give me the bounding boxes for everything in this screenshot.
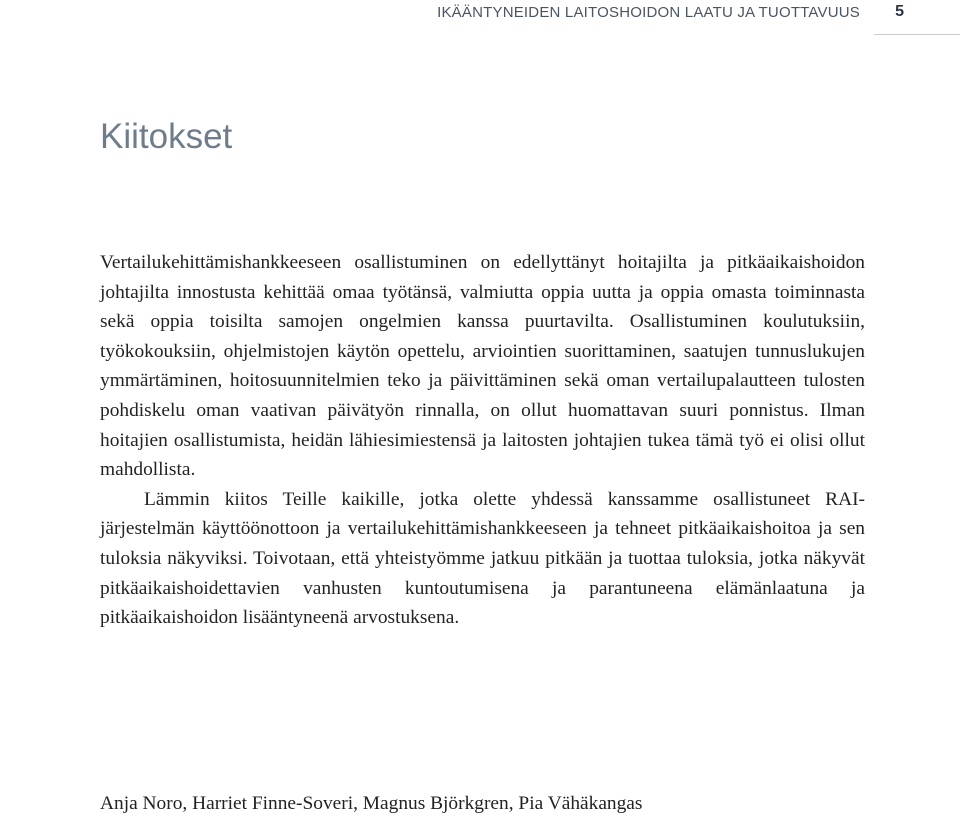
running-title: IKÄÄNTYNEIDEN LAITOSHOIDON LAATU JA TUOTTAVUUS <box>437 4 860 21</box>
header-rule <box>874 34 960 35</box>
body-text <box>100 248 865 633</box>
page-number: 5 <box>895 3 904 20</box>
page-heading: Kiitokset <box>100 117 233 156</box>
signature: Anja Noro, Harriet Finne-Soveri, Magnus Björkgren, Pia Vähäkangas <box>100 793 643 814</box>
running-header <box>0 4 960 24</box>
paragraph-2: Lämmin kiitos Teille kaikille, jotka olette yhdessä kanssamme osallistuneet RAI-järjestelmän käyttöönottoon ja vertailukehittämishankkeeseen ja tehneet pitkäaikaishoitoa ja sen tuloksia näkyviksi. Toivotaan, että yhteistyömme jatkuu pitkään ja tuottaa tuloksia, jotka näkyvät pitkäaikaishoidettavien vanhusten kuntoutumisena ja parantuneena elämänlaatuna ja pitkäaikaishoidon lisääntyneenä arvostuksena. <box>100 488 865 629</box>
paragraph-1: Vertailukehittämishankkeeseen osallistuminen on edellyttänyt hoitajilta ja pitkäaikaishoidon johtajilta innostusta kehittää omaa työtänsä, valmiutta oppia uutta ja oppia omasta toiminnasta sekä oppia toisilta samojen ongelmien kanssa puurtavilta. Osallistuminen koulutuksiin, työkokouksiin, ohjelmistojen käytön opettelu, arviointien suorittaminen, saatujen tunnuslukujen ymmärtäminen, hoitosuunnitelmien teko ja päivittäminen sekä oman vertailupalautteen tulosten pohdiskelu oman vaativan päivätyön rinnalla, on ollut huomattavan suuri ponnistus. Ilman hoitajien osallistumista, heidän lähiesimiestensä ja laitosten johtajien tukea tämä työ ei olisi ollut mahdollista. <box>100 252 865 481</box>
